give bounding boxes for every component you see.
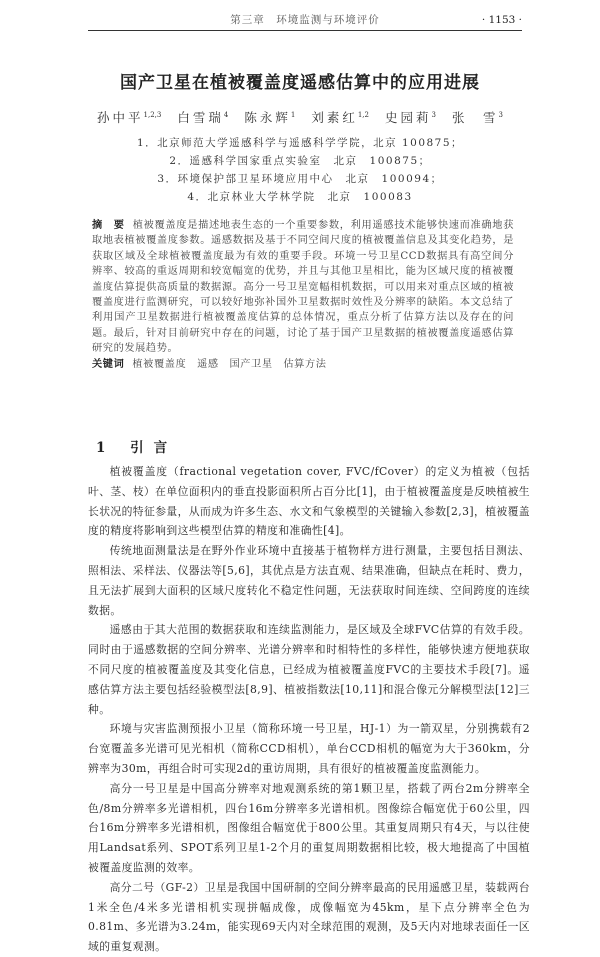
chapter-title: 第三章 环境监测与环境评价 [230, 14, 380, 26]
author: 张 雪$^3$ [451, 110, 503, 125]
affiliation: 3．环境保护部卫星环境应用中心 北京 100094； [157, 173, 443, 185]
body-paragraph: 植被覆盖度（fractional vegetation cover, FVC/fCover）的定义为植被（包括叶、茎、枝）在单位面积内的垂直投影面积所占百分比[1]，由于植被覆盖度是反映植被生长状况的特征参量，从而成为许多生态、水文和气象模型的关键输入参数[2,3]，植被覆盖度的精度将影响到这些模型估算的精度和准确性[4]。 [88, 465, 530, 538]
abstract-label: 摘 要 [92, 219, 125, 231]
body-paragraph: 高分二号（GF-2）卫星是我国中国研制的空间分辨率最高的民用遥感卫星，装载两台1米全色/4米多光谱相机实现拼幅成像，成像幅宽为45km，星下点分辨率全色为0.81m、多光谱为3.24m，能实现69天内对全球范围的观测，及5天内对地球表面任一区域的重复观测。 [88, 880, 530, 954]
body-text [88, 462, 530, 957]
section-heading [96, 436, 177, 456]
abstract-text: 植被覆盖度是描述地表生态的一个重要参数，利用遥感技术能够快速而准确地获取地表植被覆盖度参数。遥感数据及基于不同空间尺度的植被覆盖信息及其变化趋势，是获取区域及全球植被覆盖度最为有效的重要手段。环境一号卫星CCD数据具有高空间分辨率、较高的重返周期和较宽幅宽的优势，并且与其他卫星相比，能为区域尺度的植被覆盖度估算提供高质量的数据源。高分一号卫星宽幅相机数据，可以用来对重点区域的植被覆盖度进行监测研究，可以较好地弥补国外卫星数据时效性及分辨率的缺陷。本文总结了利用国产卫星数据进行植被覆盖度估算的总体情况，重点分析了估算方法以及存在的问题。最后，针对目前研究中存在的问题，讨论了基于国产卫星数据的植被覆盖度遥感估算研究的发展趋势。 [92, 220, 514, 355]
page-number: · 1153 · [481, 14, 522, 26]
body-paragraph: 高分一号卫星是中国高分辨率对地观测系统的第1颗卫星，搭载了两台2m分辨率全色/8m分辨率多光谱相机，四台16m分辨率多光谱相机。图像综合幅宽优于60公里，四台16m分辨率多光谱相机，图像组合幅宽优于800公里。其重复周期只有4天，与以往使用Landsat系列、SPOT系列卫星1-2个月的重复周期数据相比较，极大地提高了中国植被覆盖度监测的效率。 [88, 781, 530, 874]
affiliation: 4．北京林业大学林学院 北京 100083 [187, 191, 413, 203]
body-paragraph: 环境与灾害监测预报小卫星（简称环境一号卫星，HJ-1）为一箭双星，分别携载有2台宽覆盖多光谱可见光相机（简称CCD相机），单台CCD相机的幅宽为大于360km，分辨率为30m，再组合时可实现2d的重访周期，具有很好的植被覆盖度监测能力。 [88, 722, 530, 775]
keywords-text: 植被覆盖度 遥感 国产卫星 估算方法 [132, 358, 327, 370]
running-header [88, 10, 522, 31]
paper-title: 国产卫星在植被覆盖度遥感估算中的应用进展 [120, 73, 480, 93]
author-list [60, 108, 540, 126]
keywords [92, 357, 514, 372]
author: 史园莉$^3$ [384, 110, 436, 125]
author: 陈永辉$^1$ [244, 110, 296, 125]
body-paragraph: 遥感由于其大范围的数据获取和连续监测能力，是区域及全球FVC估算的有效手段。同时由于遥感数据的空间分辨率、光谱分辨率和时相特性的多样性，能够快速方便地获取不同尺度的植被覆盖度及其变化信息，已经成为植被覆盖度FVC的主要技术手段[7]。遥感估算方法主要包括经验模型法[8,9]、植被指数法[10,11]和混合像元分解模型法[12]三种。 [88, 623, 530, 716]
author: 孙中平$^{1,2,3}$ [97, 110, 162, 125]
affiliation: 2．遥感科学国家重点实验室 北京 100875； [169, 155, 431, 167]
author: 白雪瑞$^4$ [177, 110, 229, 125]
author: 刘素红$^{1,2}$ [311, 110, 369, 125]
keywords-label: 关键词 [92, 357, 125, 370]
section-number: 1 [96, 440, 116, 456]
section-title: 引言 [130, 440, 178, 456]
affiliation-list [0, 134, 600, 206]
affiliation: 1．北京师范大学遥感科学与遥感科学学院，北京 100875； [136, 137, 464, 149]
abstract [92, 218, 514, 372]
body-paragraph: 传统地面测量法是在野外作业环境中直接基于植物样方进行测量，主要包括目测法、照相法、采样法、仪器法等[5,6]，其优点是方法直观、结果准确，但缺点在耗时、费力，且无法扩展到大面积的区域尺度转化不稳定性问题，无法获取时间连续、空间跨度的连续数据。 [88, 544, 530, 617]
